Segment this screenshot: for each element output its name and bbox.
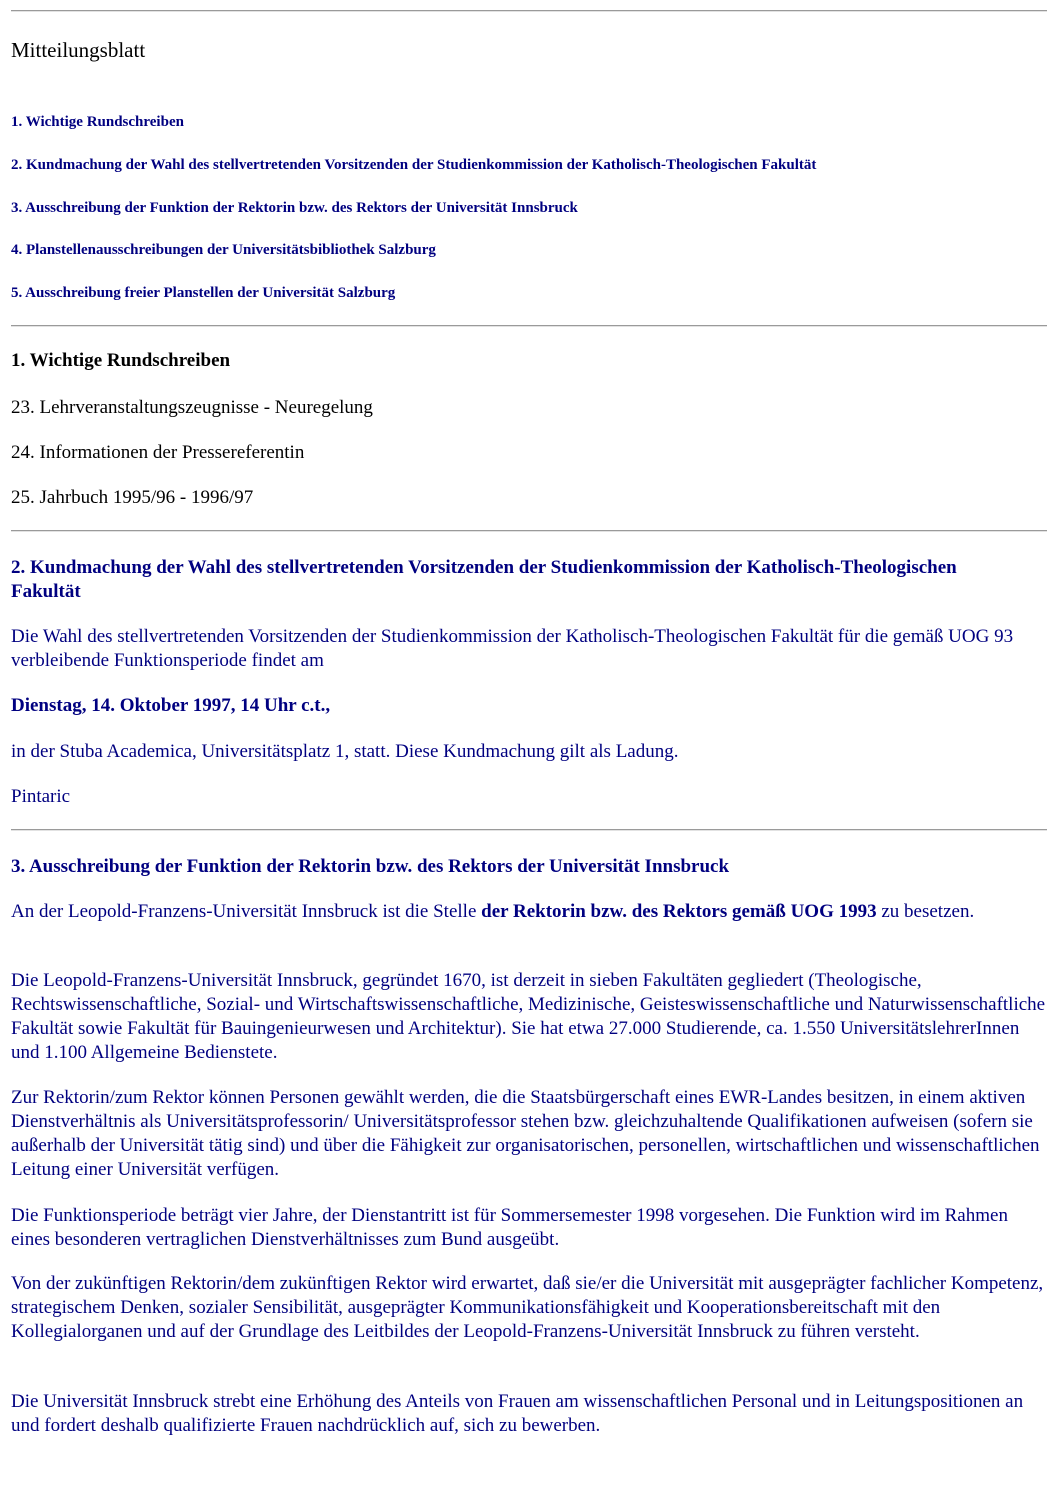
section3-paragraph-5: Von der zukünftigen Rektorin/dem zukünftigen Rektor wird erwartet, daß sie/er die Universität mit ausgeprägter fachlicher Kompetenz, strategischem Denken, sozialer Sensibilität, ausgeprägter Kommunikationsfähigkeit und Kooperationsbereitschaft mit den Kollegialorganen und auf der Grundlage des Leitbildes der Leopold-Franzens-Universität Innsbruck zu führen versteht. — [11, 1273, 1044, 1342]
page-title: Mitteilungsblatt — [11, 38, 146, 62]
section3-heading: 3. Ausschreibung der Funktion der Rektorin bzw. des Rektors der Universität Innsbruck — [11, 856, 730, 877]
toc-link-4[interactable]: 4. Planstellenausschreibungen der Universitätsbibliothek Salzburg — [11, 242, 436, 258]
top-rule — [11, 10, 1047, 12]
p1-emphasis: der Rektorin bzw. des Rektors gemäß UOG 1993 — [481, 901, 877, 922]
toc-link-2[interactable]: 2. Kundmachung der Wahl des stellvertretenden Vorsitzenden der Studienkommission der Katholisch-Theologischen Fakultät — [11, 157, 817, 173]
section3-paragraph-3: Zur Rektorin/zum Rektor können Personen gewählt werden, die die Staatsbürgerschaft eines EWR-Landes besitzen, in einem aktiven Dienstverhältnis als Universitätsprofessorin/ Universitätsprofessor stehen bzw. gleichzuhaltende Qualifikationen aufweisen (sofern sie außerhalb der Universität tätig sind) und über die Fähigkeit zur organisatorischen, personellen, wirtschaftlichen und wissenschaftlichen Leitung einer Universität verfügen. — [11, 1087, 1040, 1180]
divider-2 — [11, 530, 1047, 532]
section3-paragraph-4: Die Funktionsperiode beträgt vier Jahre, der Dienstantritt ist für Sommersemester 1998 vorgesehen. Die Funktion wird im Rahmen eines besonderen vertraglichen Dienstverhältnisses zum Bund ausgeübt. — [11, 1205, 1008, 1250]
divider-3 — [11, 829, 1047, 831]
p1-text-end: zu besetzen. — [876, 901, 975, 922]
section2-location: in der Stuba Academica, Universitätsplatz 1, statt. Diese Kundmachung gilt als Ladung. — [11, 741, 679, 762]
section3-paragraph-6: Die Universität Innsbruck strebt eine Erhöhung des Anteils von Frauen am wissenschaftlichen Personal und in Leitungspositionen an und fordert deshalb qualifizierte Frauen nachdrücklich auf, sich zu bewerben. — [11, 1391, 1024, 1436]
toc-link-5[interactable]: 5. Ausschreibung freier Planstellen der Universität Salzburg — [11, 285, 396, 301]
section2-heading: 2. Kundmachung der Wahl des stellvertretenden Vorsitzenden der Studienkommission der Katholisch-Theologischen Fakultät — [11, 557, 957, 602]
toc-link-3[interactable]: 3. Ausschreibung der Funktion der Rektorin bzw. des Rektors der Universität Innsbruck — [11, 200, 578, 216]
section2-date: Dienstag, 14. Oktober 1997, 14 Uhr c.t., — [11, 695, 331, 716]
p1-text-start: An der Leopold-Franzens-Universität Innsbruck ist die Stelle — [11, 901, 482, 922]
section3-paragraph-2: Die Leopold-Franzens-Universität Innsbruck, gegründet 1670, ist derzeit in sieben Fakultäten gegliedert (Theologische, Rechtswissenschaftliche, Sozial- und Wirtschaftswissenschaftliche, Medizinische, Geisteswissenschaftliche und Naturwissenschaftliche Fakultät sowie Fakultät für Bauingenieurwesen und Architektur). Sie hat etwa 27.000 Studierende, ca. 1.550 UniversitätslehrerInnen und 1.100 Allgemeine Bedienstete. — [11, 970, 1046, 1063]
circular-item-23: 23. Lehrveranstaltungszeugnisse - Neuregelung — [11, 397, 373, 418]
toc-link-1[interactable]: 1. Wichtige Rundschreiben — [11, 114, 184, 130]
divider-1 — [11, 325, 1047, 327]
section2-signature: Pintaric — [11, 786, 71, 807]
section2-intro: Die Wahl des stellvertretenden Vorsitzenden der Studienkommission der Katholisch-Theologischen Fakultät für die gemäß UOG 93 verbleibende Funktionsperiode findet am — [11, 626, 1014, 671]
section3-paragraph-1 — [11, 900, 1047, 924]
section1-heading: 1. Wichtige Rundschreiben — [11, 350, 231, 371]
circular-item-25: 25. Jahrbuch 1995/96 - 1996/97 — [11, 487, 254, 508]
circular-item-24: 24. Informationen der Pressereferentin — [11, 442, 305, 463]
